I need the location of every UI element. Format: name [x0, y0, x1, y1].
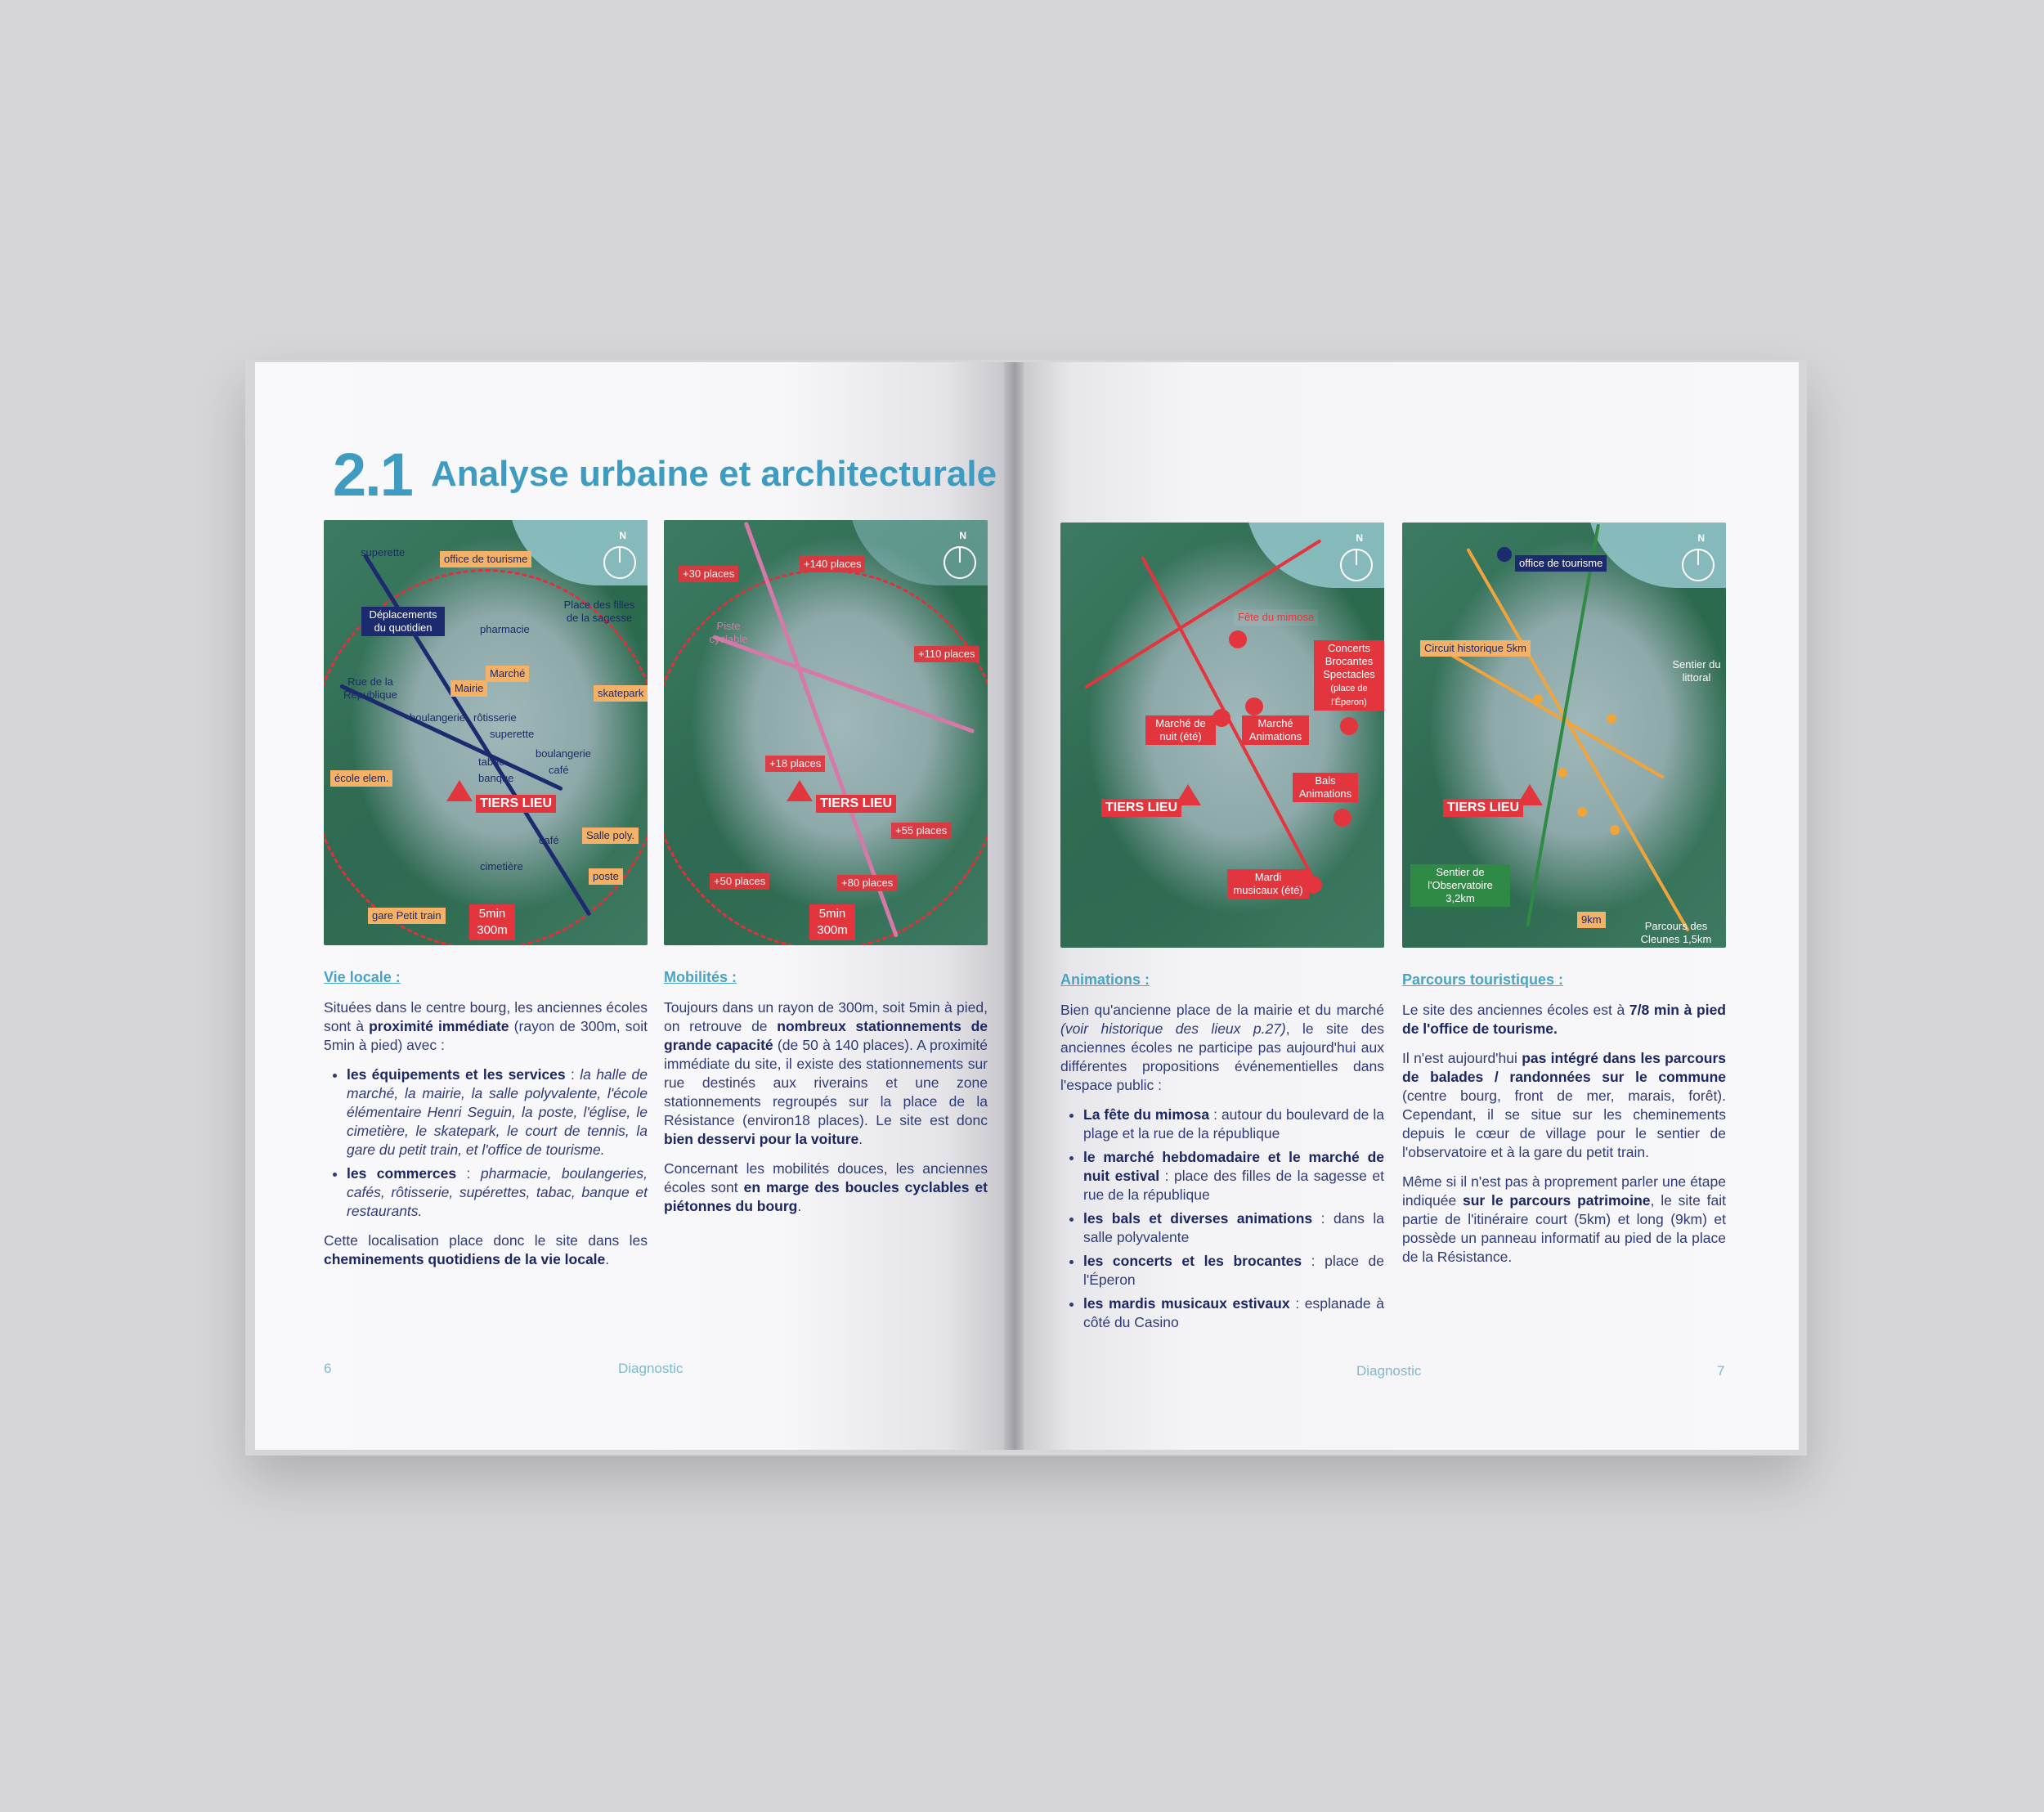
event-dot — [1334, 809, 1351, 827]
map-label-ecole: école elem. — [330, 770, 392, 787]
map-label-boulangerie: boulangerie — [410, 711, 465, 724]
text: : — [456, 1165, 481, 1182]
map-label-marche-animations: Marché Animations — [1242, 715, 1309, 745]
parking-label: +80 places — [837, 875, 897, 891]
page-number-right: 7 — [1717, 1363, 1725, 1379]
text: Il n'est aujourd'hui — [1402, 1050, 1522, 1066]
map-label-sentier-littoral: Sentier du littoral — [1672, 658, 1721, 684]
text: , le site des anciennes écoles ne participe pas aujourd'hui aux différentes propositions événementielles dans l'espace public : — [1060, 1020, 1384, 1093]
italic-text: (voir historique des lieux p.27) — [1060, 1020, 1286, 1037]
footer-label-left: Diagnostic — [618, 1361, 684, 1376]
list-item — [1083, 1252, 1384, 1289]
trail-stop — [1577, 807, 1587, 817]
services-list — [324, 1065, 648, 1221]
bold-text: cheminements quotidiens de la vie locale — [324, 1251, 606, 1267]
right-page — [1024, 362, 1799, 1450]
list-item — [1083, 1294, 1384, 1332]
paragraph — [324, 1231, 648, 1269]
map-label-cafe-2: café — [539, 834, 559, 846]
map-label-place-filles: Place des filles de la sagesse — [563, 599, 635, 624]
paragraph — [1402, 1049, 1726, 1162]
text: Le site des anciennes écoles est à — [1402, 1002, 1629, 1018]
list-item — [1083, 1209, 1384, 1247]
trail-line — [1526, 524, 1600, 927]
map-label-marche-nuit: Marché de nuit (été) — [1145, 715, 1216, 745]
text: . — [797, 1198, 802, 1214]
map-label-office: office de tourisme — [1515, 555, 1607, 572]
map-radius-badge — [809, 904, 855, 940]
bold-text: les concerts et les brocantes — [1083, 1253, 1302, 1269]
list-item — [347, 1164, 648, 1221]
map-label-boulangerie-2: boulangerie — [536, 747, 591, 760]
event-dot — [1229, 630, 1247, 648]
text: (rayon de 300m, soit 5min à pied) avec : — [324, 1018, 648, 1053]
parking-label: +110 places — [914, 646, 979, 662]
map-label-circuit: Circuit historique 5km — [1420, 640, 1531, 657]
map-animations — [1060, 523, 1384, 948]
map-label-piste: Piste cyclable — [709, 620, 748, 645]
radius-distance: 300m — [477, 923, 508, 937]
text: Bien qu'ancienne place de la mairie et du marché — [1060, 1002, 1384, 1018]
text: : place des filles de la sagesse et rue de la république — [1083, 1168, 1384, 1203]
map-label-mairie: Mairie — [450, 680, 487, 697]
map-label-salle: Salle poly. — [582, 828, 639, 844]
trail-stop — [1610, 825, 1620, 835]
bold-text: bien desservi pour la voiture — [664, 1131, 859, 1147]
map-label-cimetiere: cimetière — [480, 860, 523, 872]
map-label-mimosa: Fête du mimosa — [1234, 609, 1318, 626]
section-number: 2.1 — [333, 441, 412, 509]
list-item — [347, 1065, 648, 1159]
bold-text: pas intégré dans les parcours de balades / randonnées sur le commune — [1402, 1050, 1726, 1085]
text: Concernant les mobilités douces, les anciennes écoles sont — [664, 1160, 988, 1195]
bold-text: 7/8 min à pied de l'office de tourisme. — [1402, 1002, 1726, 1037]
heading-vie-locale: Vie locale : — [324, 969, 401, 985]
list-item — [1083, 1106, 1384, 1143]
text: : autour du boulevard de la plage et la rue de la république — [1083, 1106, 1384, 1141]
map-label-gare: gare Petit train — [368, 908, 446, 924]
north-letter: N — [959, 530, 966, 541]
concerts-text: Concerts Brocantes Spectacles — [1323, 642, 1375, 680]
map-label-deplacements: Déplacements du quotidien — [361, 607, 445, 636]
trail-stop — [1558, 768, 1567, 778]
trail-stop — [1607, 714, 1616, 724]
map-label-tiers-lieu: TIERS LIEU — [1443, 799, 1523, 817]
text: Situées dans le centre bourg, les anciennes écoles sont à — [324, 999, 648, 1034]
text: : — [565, 1066, 580, 1083]
map-label-rotisserie: rôtisserie — [473, 711, 517, 724]
bold-text: proximité immédiate — [369, 1018, 509, 1034]
text: (de 50 à 140 places). A proximité immédiate du site, il existe des stationnements sur rue destinés aux riverains et une zone stationnements regroupés sur la place de la Résistance (environ18 places). Le site est donc — [664, 1037, 988, 1128]
parking-label: +50 places — [710, 873, 769, 890]
north-letter: N — [1697, 532, 1705, 544]
paragraph — [664, 1159, 988, 1216]
map-label-skatepark: skatepark — [594, 685, 648, 702]
map-label-cafe: café — [549, 764, 569, 776]
list-item — [1083, 1148, 1384, 1204]
text: Même si il n'est pas à proprement parler une étape indiquée — [1402, 1173, 1726, 1209]
paragraph — [664, 998, 988, 1149]
bold-text: La fête du mimosa — [1083, 1106, 1210, 1123]
radius-distance: 300m — [817, 923, 848, 937]
text: : esplanade à côté du Casino — [1083, 1295, 1384, 1330]
map-parcours — [1402, 523, 1726, 948]
map-label-banque: banque — [478, 772, 514, 784]
parking-label: +18 places — [765, 756, 825, 772]
column-animations — [1060, 971, 1384, 1343]
map-label-mardi: Mardi musicaux (été) — [1227, 869, 1309, 899]
footer-label-right: Diagnostic — [1356, 1363, 1422, 1379]
italic-text: pharmacie, boulangeries, cafés, rôtisserie, supérettes, tabac, banque et restaurants. — [347, 1165, 648, 1219]
paragraph — [324, 998, 648, 1055]
text: . — [858, 1131, 863, 1147]
parking-label: +55 places — [891, 823, 951, 839]
radius-time: 5min — [818, 907, 846, 921]
map-label-poste: poste — [589, 868, 623, 885]
map-label-superette: superette — [361, 546, 406, 558]
radius-time: 5min — [478, 907, 506, 921]
map-label-pharmacie: pharmacie — [480, 623, 530, 635]
map-label-sentier-observatoire: Sentier de l'Observatoire 3,2km — [1410, 864, 1510, 907]
compass-icon — [1340, 549, 1373, 581]
trail-stop — [1533, 694, 1543, 704]
office-marker — [1497, 547, 1512, 562]
map-label-tiers-lieu: TIERS LIEU — [816, 795, 896, 813]
parking-label: +140 places — [800, 556, 865, 572]
italic-text: la halle de marché, la mairie, la salle polyvalente, l'école élémentaire Henri Seguin, la poste, l'église, le cimetière, le skatepark, le court de tennis, la gare du petit train, et l'office de tourisme. — [347, 1066, 648, 1158]
map-label-tiers-lieu: TIERS LIEU — [476, 795, 556, 813]
event-dot — [1304, 876, 1322, 894]
paragraph — [1060, 1001, 1384, 1095]
bold-text: les équipements et les services — [347, 1066, 566, 1083]
column-mobilites — [664, 968, 988, 1227]
bold-text: sur le parcours patrimoine — [1462, 1192, 1651, 1209]
text: , le site fait partie de l'itinéraire court (5km) et long (9km) et possède un panneau informatif au pied de la place de la Résistance. — [1402, 1192, 1726, 1265]
map-mobilites — [664, 520, 988, 945]
text: : place de l'Éperon — [1083, 1253, 1385, 1288]
text: . — [605, 1251, 610, 1267]
page-number-left: 6 — [324, 1361, 332, 1376]
events-list — [1060, 1106, 1384, 1332]
map-label-concerts — [1314, 640, 1384, 711]
map-radius-badge — [469, 904, 515, 940]
bold-text: en marge des boucles cyclables et piétonnes du bourg — [664, 1179, 988, 1214]
map-label-tiers-lieu: TIERS LIEU — [1101, 799, 1181, 817]
text: Toujours dans un rayon de 300m, soit 5min à pied, on retrouve de — [664, 999, 988, 1034]
map-vie-locale — [324, 520, 648, 945]
concerts-place-text: (place de l'Éperon) — [1330, 684, 1368, 707]
left-page — [255, 362, 1006, 1450]
tiers-lieu-marker — [787, 780, 813, 801]
bold-text: le marché hebdomadaire et le marché de nuit estival — [1083, 1149, 1384, 1184]
event-dot — [1245, 697, 1263, 715]
map-label-rue-republique: Rue de la République — [343, 675, 397, 701]
map-label-office: office de tourisme — [440, 551, 531, 567]
north-letter: N — [1356, 532, 1363, 544]
paragraph — [1402, 1173, 1726, 1267]
column-parcours — [1402, 971, 1726, 1277]
map-label-cleunes: Parcours des Cleunes 1,5km — [1640, 920, 1712, 945]
map-label-tabac: tabac — [478, 756, 504, 768]
heading-animations: Animations : — [1060, 971, 1150, 988]
spine-gutter — [1004, 362, 1025, 1450]
bold-text: les mardis musicaux estivaux — [1083, 1295, 1290, 1312]
heading-parcours: Parcours touristiques : — [1402, 971, 1564, 988]
heading-mobilites: Mobilités : — [664, 969, 737, 985]
compass-icon — [1682, 549, 1715, 581]
section-title: Analyse urbaine et architecturale — [431, 454, 997, 494]
paragraph — [1402, 1001, 1726, 1038]
bold-text: nombreux stationnements de grande capacité — [664, 1018, 988, 1053]
text: (centre bourg, front de mer, marais, forêt). Cependant, il se situe sur les cheminements depuis le cœur de village pour le sentier de l'observatoire et à la gare du petit train. — [1402, 1088, 1726, 1160]
map-label-superette-2: superette — [490, 728, 535, 740]
compass-icon — [944, 546, 976, 579]
parking-label: +30 places — [679, 566, 738, 582]
text: : dans la salle polyvalente — [1083, 1210, 1384, 1245]
compass-icon — [603, 546, 636, 579]
map-label-bals: Bals Animations — [1293, 773, 1358, 802]
text: Cette localisation place donc le site dans les — [324, 1232, 648, 1249]
map-label-marche: Marché — [486, 666, 529, 682]
bold-text: les bals et diverses animations — [1083, 1210, 1313, 1227]
map-label-9km: 9km — [1577, 912, 1606, 928]
north-letter: N — [619, 530, 626, 541]
column-vie-locale — [324, 968, 648, 1280]
event-dot — [1340, 717, 1358, 735]
bold-text: les commerces — [347, 1165, 457, 1182]
tiers-lieu-marker — [446, 780, 473, 801]
